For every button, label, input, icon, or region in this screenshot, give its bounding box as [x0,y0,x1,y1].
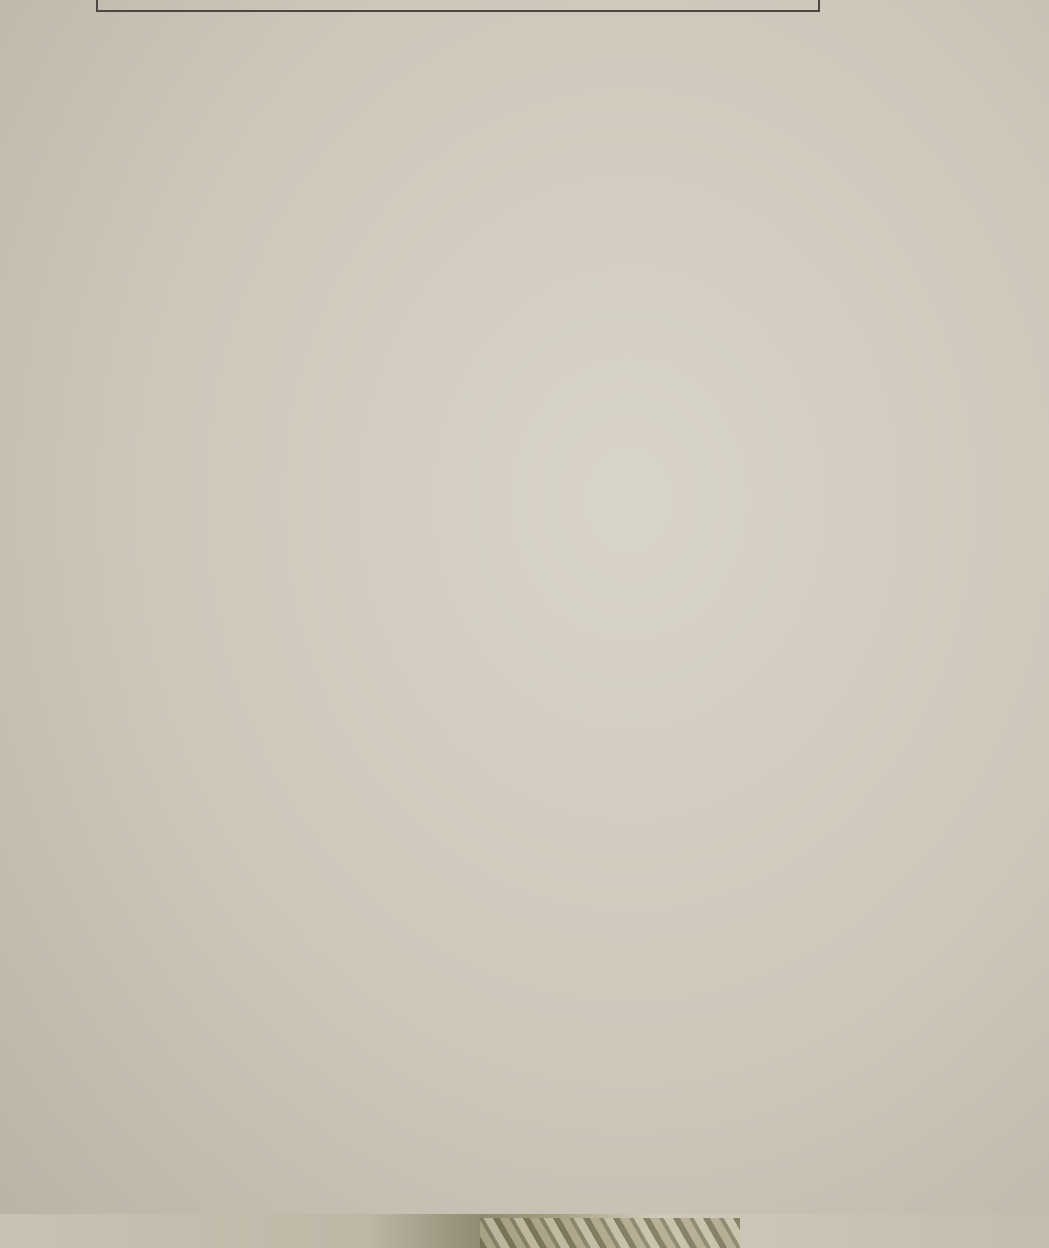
tablecloth-pattern [480,1218,740,1248]
top-frame-remnant [96,0,820,12]
